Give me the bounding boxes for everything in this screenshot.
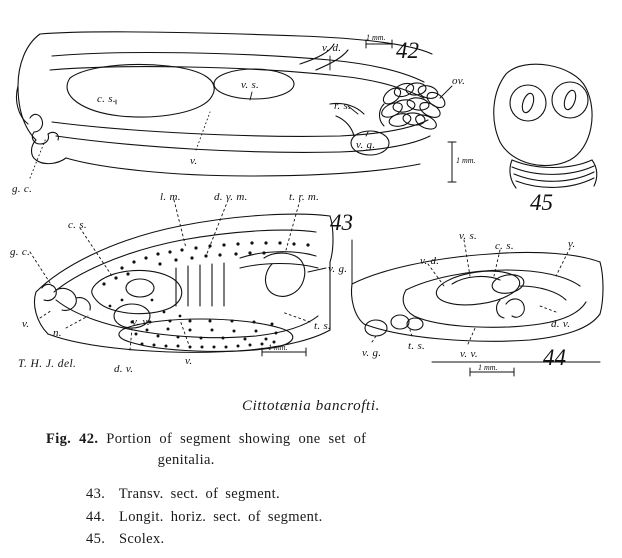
label-fig44-dv: d. v.	[551, 318, 571, 330]
label-fig44-vs: v. s.	[459, 230, 478, 242]
label-fig43-ts: t. s.	[314, 320, 332, 332]
label-fig43-dv: d. v.	[114, 363, 134, 375]
label-fig43-trm: t. r. m.	[289, 191, 320, 203]
label-fig43-lm: l. m.	[160, 191, 181, 203]
artist-credit: T. H. J. del.	[18, 358, 77, 370]
label-fig43-v-lower: v.	[185, 355, 193, 367]
figure-number-44: 44	[543, 345, 566, 370]
label-fig43-vg: v. g.	[328, 263, 348, 275]
scale-bar-label-fig42-top: 1 mm.	[366, 33, 386, 42]
scale-bar-label-fig43: 1 mm.	[268, 343, 288, 352]
label-fig43-cs: c. s.	[68, 219, 87, 231]
caption-fig42-text-cont: genitalia.	[157, 452, 215, 469]
label-fig44-ts: t. s.	[408, 340, 426, 352]
label-fig42-cs: c. s.	[97, 93, 116, 105]
figure-caption	[0, 392, 622, 550]
caption-item-43	[0, 483, 622, 505]
label-fig44-vv: v. v.	[460, 348, 478, 360]
caption-item-45-text: Scolex.	[118, 530, 165, 547]
label-fig42-v: v.	[190, 155, 198, 167]
caption-fig42-label: Fig. 42.	[46, 431, 99, 447]
figure-number-42: 42	[396, 38, 419, 63]
label-fig42-rs: r. s.	[334, 100, 352, 112]
figure-number-43: 43	[330, 210, 353, 235]
label-fig44-v: v.	[568, 238, 576, 250]
label-fig42-vg: v. g.	[356, 139, 376, 151]
label-fig42-ov: ov.	[452, 75, 466, 87]
label-fig42-gc: g. c.	[12, 183, 33, 195]
label-fig44-cs: c. s.	[495, 240, 514, 252]
caption-fig42	[0, 429, 622, 471]
caption-item-43-text: Transv. sect. of segment.	[118, 486, 280, 503]
label-fig43-vv: v. v.	[132, 316, 150, 328]
label-fig44-vg: v. g.	[362, 347, 382, 359]
label-fig42-vd: v. d.	[322, 42, 342, 54]
label-fig43-gc: g. c.	[10, 246, 31, 258]
species-name: Cittotænia bancrofti.	[242, 398, 380, 414]
caption-item-44-text: Longit. horiz. sect. of segment.	[118, 508, 323, 525]
scale-bar-label-fig42-right: 1 mm.	[456, 156, 476, 165]
caption-item-44-number: 44.	[86, 508, 106, 525]
caption-fig42-text: Portion of segment showing one set of	[106, 431, 367, 447]
label-fig43-v: v.	[22, 318, 30, 330]
caption-item-43-number: 43.	[86, 486, 106, 503]
label-fig44-vd: v. d.	[420, 255, 440, 267]
caption-item-44	[0, 506, 622, 528]
figure-number-45: 45	[530, 190, 553, 215]
label-fig43-n: n.	[53, 327, 62, 339]
caption-item-45	[0, 528, 622, 550]
label-fig42-vs: v. s.	[241, 79, 260, 91]
scale-bar-label-fig44: 1 mm.	[478, 363, 498, 372]
label-fig43-dvm: d. v. m.	[214, 191, 248, 203]
caption-item-45-number: 45.	[86, 530, 106, 547]
